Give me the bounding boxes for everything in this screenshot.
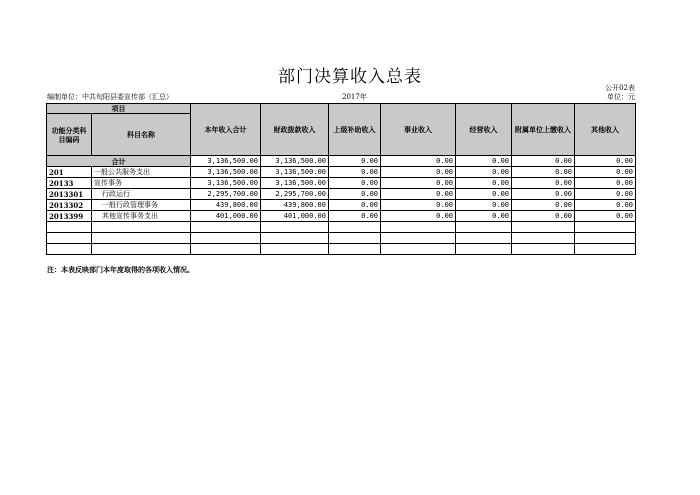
- total-label: 合计: [47, 156, 191, 167]
- value-cell: 0.00: [381, 189, 456, 200]
- total-cell: 0.00: [575, 156, 636, 167]
- value-cell: 0.00: [329, 211, 381, 222]
- form-code: 公开02表: [605, 84, 635, 92]
- blank-cell: [191, 222, 261, 233]
- blank-cell: [191, 244, 261, 255]
- value-cell: 0.00: [575, 200, 636, 211]
- blank-row: [47, 244, 636, 255]
- value-cell: 0.00: [381, 211, 456, 222]
- report-title: 部门决算收入总表: [278, 67, 422, 87]
- value-cell: 0.00: [329, 189, 381, 200]
- total-row: [47, 156, 636, 167]
- value-cell: 0.00: [512, 167, 575, 178]
- column-header: 事业收入: [381, 104, 456, 156]
- value-cell: 0.00: [456, 178, 512, 189]
- name-cell: 宣传事务: [92, 178, 191, 189]
- blank-cell: [92, 222, 191, 233]
- value-cell: 0.00: [512, 211, 575, 222]
- blank-row: [47, 222, 636, 233]
- blank-cell: [92, 233, 191, 244]
- blank-cell: [456, 244, 512, 255]
- value-cell: 0.00: [456, 167, 512, 178]
- blank-cell: [329, 244, 381, 255]
- value-cell: 401,000.00: [191, 211, 261, 222]
- code-cell: 2013301: [47, 189, 92, 200]
- table-row: [47, 167, 636, 178]
- name-cell: 一般行政管理事务: [92, 200, 191, 211]
- table-row: [47, 178, 636, 189]
- table-row: [47, 211, 636, 222]
- name-cell: 一般公共服务支出: [92, 167, 191, 178]
- blank-cell: [381, 233, 456, 244]
- blank-cell: [329, 233, 381, 244]
- table-footnote: 注：本表反映部门本年度取得的各项收入情况。: [47, 265, 194, 274]
- column-header: 上级补助收入: [329, 104, 381, 156]
- blank-cell: [381, 244, 456, 255]
- value-cell: 401,000.00: [261, 211, 329, 222]
- value-cell: 439,800.00: [261, 200, 329, 211]
- total-cell: 3,136,500.00: [191, 156, 261, 167]
- total-cell: 0.00: [329, 156, 381, 167]
- value-cell: 0.00: [456, 211, 512, 222]
- value-cell: 3,136,500.00: [261, 167, 329, 178]
- blank-cell: [575, 233, 636, 244]
- value-cell: 2,295,700.00: [261, 189, 329, 200]
- blank-cell: [381, 222, 456, 233]
- code-cell: 20133: [47, 178, 92, 189]
- value-cell: 2,295,700.00: [191, 189, 261, 200]
- value-cell: 0.00: [575, 211, 636, 222]
- total-cell: 3,136,500.00: [261, 156, 329, 167]
- value-cell: 439,800.00: [191, 200, 261, 211]
- blank-cell: [47, 233, 92, 244]
- value-cell: 0.00: [329, 200, 381, 211]
- table-body: [47, 156, 636, 255]
- column-header: 财政拨款收入: [261, 104, 329, 156]
- code-cell: 201: [47, 167, 92, 178]
- blank-row: [47, 233, 636, 244]
- column-header: 附属单位上缴收入: [512, 104, 575, 156]
- value-cell: 0.00: [512, 200, 575, 211]
- blank-cell: [191, 233, 261, 244]
- value-cell: 3,136,500.00: [191, 167, 261, 178]
- blank-cell: [512, 244, 575, 255]
- value-cell: 0.00: [575, 189, 636, 200]
- report-year: 2017年: [342, 93, 367, 101]
- total-cell: 0.00: [512, 156, 575, 167]
- currency-unit: 单位：元: [607, 93, 635, 101]
- total-cell: 0.00: [456, 156, 512, 167]
- total-cell: 0.00: [381, 156, 456, 167]
- item-group-header: 项目: [47, 104, 191, 114]
- blank-cell: [456, 233, 512, 244]
- column-header: 经营收入: [456, 104, 512, 156]
- blank-cell: [329, 222, 381, 233]
- blank-cell: [47, 222, 92, 233]
- code-cell: 2013399: [47, 211, 92, 222]
- name-cell: 行政运行: [92, 189, 191, 200]
- blank-cell: [261, 233, 329, 244]
- blank-cell: [512, 222, 575, 233]
- value-cell: 0.00: [329, 167, 381, 178]
- value-cell: 0.00: [381, 178, 456, 189]
- blank-cell: [456, 222, 512, 233]
- income-summary-table: [46, 103, 636, 255]
- value-cell: 0.00: [512, 189, 575, 200]
- value-cell: 0.00: [456, 200, 512, 211]
- blank-cell: [575, 244, 636, 255]
- table-row: [47, 200, 636, 211]
- organization-label: 编制单位：中共旬阳县委宣传部（汇总）: [47, 93, 173, 101]
- blank-cell: [261, 222, 329, 233]
- value-cell: 0.00: [575, 178, 636, 189]
- code-cell: 2013302: [47, 200, 92, 211]
- value-cell: 0.00: [329, 178, 381, 189]
- value-cell: 0.00: [381, 200, 456, 211]
- column-header: 本年收入合计: [191, 104, 261, 156]
- name-column-header: 科目名称: [92, 114, 191, 156]
- table-row: [47, 189, 636, 200]
- value-cell: 0.00: [381, 167, 456, 178]
- column-header: 其他收入: [575, 104, 636, 156]
- code-column-header: 功能分类科目编码: [47, 114, 92, 156]
- name-cell: 其他宣传事务支出: [92, 211, 191, 222]
- value-cell: 3,136,500.00: [191, 178, 261, 189]
- blank-cell: [92, 244, 191, 255]
- blank-cell: [261, 244, 329, 255]
- blank-cell: [47, 244, 92, 255]
- value-cell: 3,136,500.00: [261, 178, 329, 189]
- value-cell: 0.00: [512, 178, 575, 189]
- blank-cell: [575, 222, 636, 233]
- value-cell: 0.00: [456, 189, 512, 200]
- value-cell: 0.00: [575, 167, 636, 178]
- blank-cell: [512, 233, 575, 244]
